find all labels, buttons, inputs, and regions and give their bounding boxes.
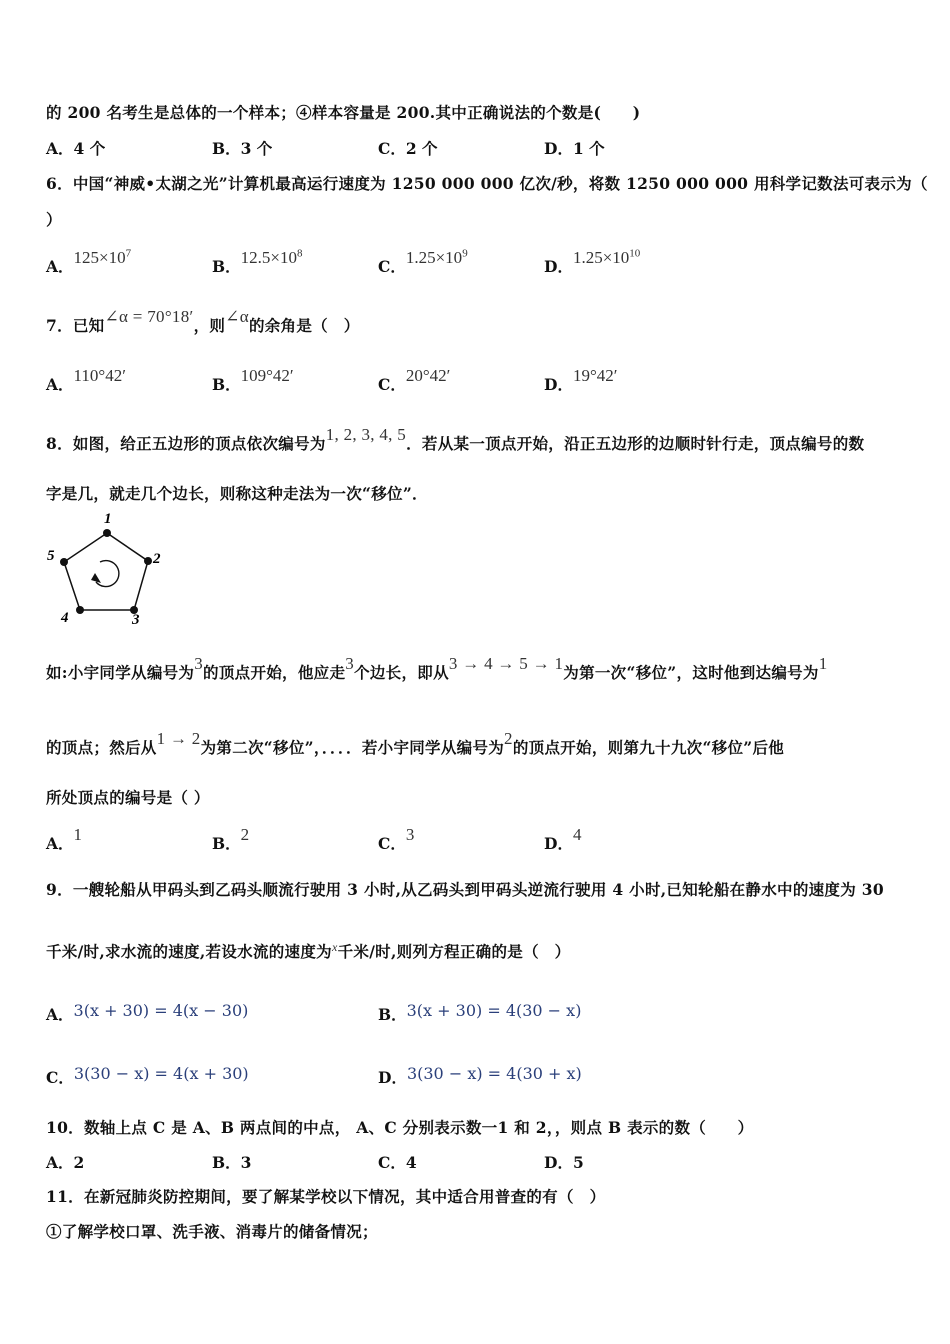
q10-option-d: D．5 xyxy=(544,1153,584,1172)
q6-stem-line2: ） xyxy=(46,210,62,229)
vertex-label-2: 2 xyxy=(153,551,161,567)
q7-stem: 7．已知∠α = 70°18′，则∠α的余角是（ ） xyxy=(46,307,360,335)
q7-option-a: A．110°42′ xyxy=(46,366,126,394)
q9-stem-line1: 9．一艘轮船从甲码头到乙码头顺流行驶用 3 小时,从乙码头到甲码头逆流行驶用 4 小时,已知轮船在静水中的速度为 30 xyxy=(46,880,884,899)
vertex-dot-1 xyxy=(103,529,111,537)
pentagon-figure xyxy=(44,510,174,630)
arrow-head xyxy=(91,573,101,583)
vertex-label-4: 4 xyxy=(61,610,69,626)
q8-option-d: D．4 xyxy=(544,825,582,853)
q9-stem-line2: 千米/时,求水流的速度,若设水流的速度为$^x$千米/时,则列方程正确的是（ ） xyxy=(46,940,571,961)
q5-option-b: B．3 个 xyxy=(212,139,273,158)
q7-option-b: B．109°42′ xyxy=(212,366,294,394)
q5-stem-tail: 的 200 名考生是总体的一个样本；④样本容量是 200.其中正确说法的个数是( ) xyxy=(46,103,641,122)
q5-option-d: D．1 个 xyxy=(544,139,605,158)
q8-stem-line2: 字是几，就走几个边长，则称这种走法为一次“移位”． xyxy=(46,484,428,503)
q10-option-a: A．2 xyxy=(46,1153,85,1172)
q8-option-b: B．2 xyxy=(212,825,250,853)
vertex-dot-2 xyxy=(144,557,152,565)
q6-option-a: A．$125\times 10^7$ xyxy=(46,247,132,276)
q8-paragraph3: 的顶点；然后从1 → 2为第二次“移位”，．．．．若小宇同学从编号为2的顶点开始，则第九十九次“移位”后他 xyxy=(46,729,785,757)
q6-option-c: C．$1.25\times 10^9$ xyxy=(378,247,468,276)
q5-option-a: A．4 个 xyxy=(46,139,106,158)
q7-option-d: D．19°42′ xyxy=(544,366,618,394)
q6-option-d: D．$1.25\times 10^{10}$ xyxy=(544,247,641,276)
vertex-label-3: 3 xyxy=(132,612,140,628)
clockwise-arrow-icon xyxy=(96,561,119,587)
q8-stem-line1: 8．如图，给正五边形的顶点依次编号为1, 2, 3, 4, 5．若从某一顶点开始，沿正五边形的边顺时针行走，顶点编号的数 xyxy=(46,425,865,453)
pentagon-shape xyxy=(64,533,148,610)
vertex-dot-4 xyxy=(76,606,84,614)
q9-option-d: D．3(30 − x) = 4(30 + x) xyxy=(378,1064,582,1087)
q7-angle-symbol: ∠α xyxy=(225,307,249,326)
q6-option-b: B．$12.5\times 10^8$ xyxy=(212,247,303,276)
q6-stem-line1: 6．中国“神威•太湖之光”计算机最高运行速度为 1250 000 000 亿次/秒，将数 1250 000 000 用科学记数法可表示为（ xyxy=(46,174,928,193)
q8-paragraph2: 如:小宇同学从编号为3的顶点开始，他应走3个边长，即从3 → 4 → 5 → 1为第一次“移位”，这时他到达编号为1 xyxy=(46,654,828,682)
q9-option-c: C．3(30 − x) = 4(x + 30) xyxy=(46,1064,249,1087)
q7-angle-expression: ∠α = 70°18′ xyxy=(104,307,194,326)
q8-option-c: C．3 xyxy=(378,825,415,853)
vertex-dot-5 xyxy=(60,558,68,566)
q10-option-c: C．4 xyxy=(378,1153,417,1172)
q11-stem: 11．在新冠肺炎防控期间，要了解某学校以下情况，其中适合用普查的有（ ） xyxy=(46,1187,606,1206)
vertex-label-5: 5 xyxy=(47,548,55,564)
q8-paragraph4: 所处顶点的编号是（ ） xyxy=(46,788,210,807)
q9-option-a: A．3(x + 30) = 4(x − 30) xyxy=(46,1001,249,1024)
q8-option-a: A．1 xyxy=(46,825,83,853)
q10-stem: 10．数轴上点 C 是 A、B 两点间的中点， A、C 分别表示数一1 和 2，，则点 B 表示的数（ ） xyxy=(46,1118,754,1137)
q10-option-b: B．3 xyxy=(212,1153,252,1172)
q11-item-1: ①了解学校口罩、洗手液、消毒片的储备情况； xyxy=(46,1222,378,1241)
q9-option-b: B．3(x + 30) = 4(30 − x) xyxy=(378,1001,582,1024)
vertex-label-1: 1 xyxy=(104,511,112,527)
q7-option-c: C．20°42′ xyxy=(378,366,451,394)
q5-option-c: C．2 个 xyxy=(378,139,438,158)
